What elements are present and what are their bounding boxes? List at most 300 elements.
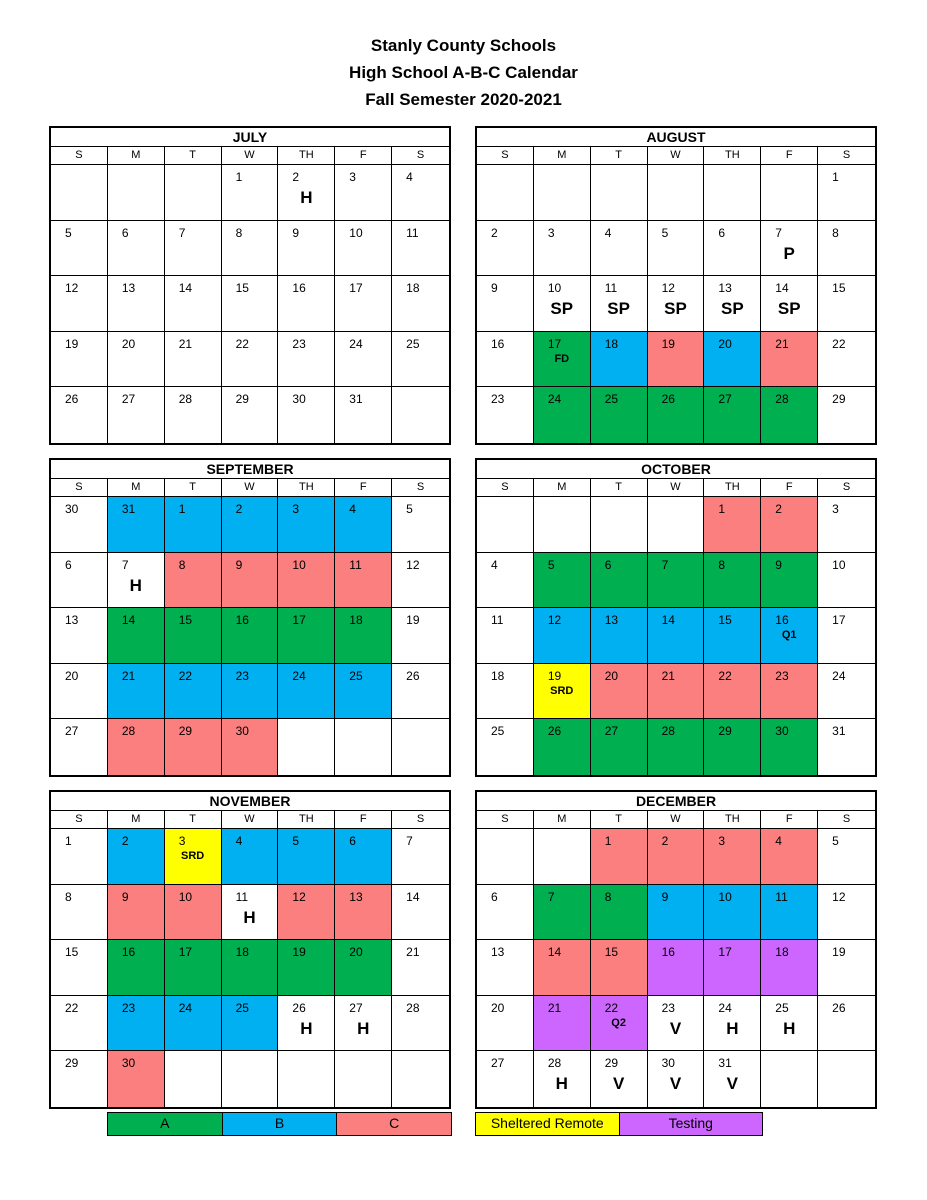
day-cell xyxy=(335,664,392,720)
day-cell xyxy=(818,387,875,443)
month-title: SEPTEMBER xyxy=(51,460,449,479)
day-number: 18 xyxy=(491,668,505,683)
day-number: 15 xyxy=(718,613,732,628)
day-number: 28 xyxy=(121,724,136,739)
day-cell xyxy=(108,719,165,775)
day-number: 27 xyxy=(604,724,619,739)
day-number: 11 xyxy=(775,889,788,904)
day-cell xyxy=(108,885,165,941)
day-number: 6 xyxy=(718,225,726,240)
day-cell xyxy=(534,996,591,1052)
day-number: 20 xyxy=(65,668,79,683)
day-number: 8 xyxy=(235,225,243,240)
day-number: 13 xyxy=(121,281,136,296)
day-cell xyxy=(818,829,875,885)
day-number: 24 xyxy=(832,668,846,683)
weekday-label: M xyxy=(108,811,165,828)
day-number: 16 xyxy=(491,336,505,351)
day-number: 4 xyxy=(406,170,413,184)
day-number: 9 xyxy=(491,281,498,296)
day-cell xyxy=(335,1051,392,1107)
day-cell xyxy=(165,608,222,664)
day-number: 10 xyxy=(547,281,562,296)
day-number: 25 xyxy=(775,1000,789,1015)
day-cell xyxy=(222,165,279,221)
day-cell xyxy=(591,719,648,775)
day-number: 28 xyxy=(406,1000,420,1015)
day-number: 14 xyxy=(121,613,136,628)
day-cell xyxy=(392,608,449,664)
day-grid xyxy=(477,497,875,775)
month-august xyxy=(475,126,877,445)
weekday-label: S xyxy=(51,811,108,828)
day-cell xyxy=(591,387,648,443)
day-cell xyxy=(335,332,392,388)
day-number: 2 xyxy=(491,225,498,240)
day-cell xyxy=(648,940,705,996)
day-cell xyxy=(278,996,335,1052)
day-cell xyxy=(278,885,335,941)
weekday-label: W xyxy=(222,811,279,828)
day-cell xyxy=(534,276,591,332)
day-number: 12 xyxy=(547,613,562,628)
day-cell xyxy=(108,497,165,553)
day-cell xyxy=(165,719,222,775)
day-cell xyxy=(278,497,335,553)
day-cell xyxy=(477,1051,534,1107)
weekday-header xyxy=(477,147,875,165)
day-cell xyxy=(392,387,449,443)
day-number: 3 xyxy=(832,502,839,516)
day-number: 25 xyxy=(349,668,363,683)
day-cell xyxy=(761,221,818,277)
day-cell xyxy=(704,497,761,553)
weekday-label: W xyxy=(222,479,279,496)
day-number: 12 xyxy=(832,889,846,904)
day-number: 9 xyxy=(121,889,129,904)
day-number: 10 xyxy=(718,889,732,904)
day-cell xyxy=(222,885,279,941)
day-number: 1 xyxy=(178,502,186,516)
day-cell xyxy=(222,829,279,885)
day-number: 24 xyxy=(547,392,562,407)
day-cell xyxy=(591,996,648,1052)
day-cell xyxy=(51,553,108,609)
day-marker: H xyxy=(129,575,142,595)
day-number: 11 xyxy=(604,281,618,296)
day-cell xyxy=(278,165,335,221)
day-number: 26 xyxy=(65,392,79,407)
day-number: 5 xyxy=(661,225,669,240)
day-marker: SP xyxy=(664,299,687,319)
day-number: 27 xyxy=(718,392,732,407)
day-number: 13 xyxy=(718,281,732,296)
day-cell xyxy=(704,885,761,941)
day-number: 21 xyxy=(121,668,136,683)
weekday-label: M xyxy=(534,479,591,496)
day-cell xyxy=(818,332,875,388)
day-number: 29 xyxy=(832,392,846,407)
day-cell xyxy=(591,940,648,996)
day-number: 24 xyxy=(349,336,363,351)
day-number: 25 xyxy=(604,392,619,407)
day-number: 28 xyxy=(547,1056,562,1071)
day-marker: H xyxy=(243,907,256,927)
day-cell xyxy=(761,664,818,720)
day-cell xyxy=(222,664,279,720)
weekday-label: S xyxy=(51,147,108,164)
weekday-label: S xyxy=(416,813,425,825)
day-number: 15 xyxy=(65,945,79,960)
weekday-label: S xyxy=(842,481,851,493)
day-number: 16 xyxy=(121,945,136,960)
day-number: 1 xyxy=(832,170,839,184)
day-cell xyxy=(222,332,279,388)
weekday-header xyxy=(51,147,449,165)
day-grid xyxy=(477,829,875,1107)
day-cell xyxy=(335,608,392,664)
day-cell xyxy=(648,276,705,332)
day-number: 29 xyxy=(604,1056,619,1071)
day-number: 6 xyxy=(491,889,498,904)
day-cell xyxy=(278,387,335,443)
day-cell xyxy=(704,940,761,996)
day-number: 9 xyxy=(235,557,243,572)
month-november xyxy=(49,790,451,1109)
day-cell xyxy=(51,996,108,1052)
day-number: 27 xyxy=(65,724,79,739)
day-number: 27 xyxy=(491,1056,505,1071)
day-cell xyxy=(704,332,761,388)
day-number: 1 xyxy=(718,502,726,516)
day-number: 8 xyxy=(178,557,186,572)
day-number: 11 xyxy=(235,889,249,904)
day-number: 9 xyxy=(775,557,782,572)
day-number: 4 xyxy=(604,225,612,240)
day-cell xyxy=(534,719,591,775)
day-grid xyxy=(51,829,449,1107)
day-cell xyxy=(591,885,648,941)
day-marker: H xyxy=(300,1018,313,1038)
weekday-label: F xyxy=(761,479,818,496)
day-cell xyxy=(222,221,279,277)
day-cell xyxy=(761,332,818,388)
day-cell xyxy=(648,829,705,885)
day-cell xyxy=(165,996,222,1052)
day-cell xyxy=(477,719,534,775)
day-cell xyxy=(392,1051,449,1107)
day-number: 14 xyxy=(406,889,420,904)
day-cell xyxy=(222,940,279,996)
day-number: 6 xyxy=(121,225,129,240)
day-cell xyxy=(392,940,449,996)
day-number: 31 xyxy=(718,1056,732,1071)
day-cell xyxy=(534,829,591,885)
day-number: 23 xyxy=(292,336,306,351)
day-number: 9 xyxy=(292,225,300,240)
day-cell xyxy=(761,553,818,609)
legend-item-sheltered-remote: Sheltered Remote xyxy=(476,1113,619,1135)
weekday-label: F xyxy=(335,811,392,828)
day-cell xyxy=(222,276,279,332)
day-cell xyxy=(392,719,449,775)
day-number: 4 xyxy=(491,557,498,572)
day-number: 26 xyxy=(406,668,420,683)
weekday-label: F xyxy=(335,147,392,164)
day-number: 3 xyxy=(292,502,300,516)
day-number: 15 xyxy=(235,281,249,296)
weekday-label: S xyxy=(477,811,534,828)
day-cell xyxy=(477,387,534,443)
day-number: 20 xyxy=(491,1000,505,1015)
weekday-label: T xyxy=(165,147,222,164)
day-cell xyxy=(165,387,222,443)
day-number: 19 xyxy=(547,668,562,683)
day-number: 25 xyxy=(491,724,505,739)
day-number: 7 xyxy=(547,889,555,904)
day-number: 29 xyxy=(235,392,249,407)
day-cell xyxy=(534,553,591,609)
day-number: 11 xyxy=(349,557,362,572)
weekday-label: F xyxy=(761,147,818,164)
day-cell xyxy=(392,996,449,1052)
day-cell xyxy=(165,829,222,885)
day-marker: V xyxy=(669,1018,682,1038)
day-cell xyxy=(591,497,648,553)
day-number: 5 xyxy=(65,225,72,240)
day-number: 23 xyxy=(235,668,249,683)
day-cell xyxy=(704,1051,761,1107)
day-cell xyxy=(108,276,165,332)
day-cell xyxy=(818,664,875,720)
day-number: 11 xyxy=(406,225,419,240)
day-number: 21 xyxy=(406,945,420,960)
day-grid xyxy=(477,165,875,443)
day-cell xyxy=(108,664,165,720)
day-number: 17 xyxy=(292,613,306,628)
day-cell xyxy=(477,497,534,553)
weekday-label: T xyxy=(165,811,222,828)
day-cell xyxy=(818,1051,875,1107)
day-cell xyxy=(477,664,534,720)
day-cell xyxy=(51,276,108,332)
day-cell xyxy=(591,221,648,277)
day-marker: SP xyxy=(777,299,801,319)
day-number: 24 xyxy=(292,668,306,683)
day-cell xyxy=(761,1051,818,1107)
day-number: 30 xyxy=(775,724,789,739)
weekday-label: W xyxy=(222,147,279,164)
weekday-label: T xyxy=(165,479,222,496)
weekday-label: S xyxy=(842,149,851,161)
day-number: 6 xyxy=(349,834,356,848)
day-cell xyxy=(761,497,818,553)
day-number: 13 xyxy=(604,613,619,628)
day-cell xyxy=(591,165,648,221)
day-number: 19 xyxy=(661,336,675,351)
day-cell xyxy=(477,829,534,885)
day-cell xyxy=(648,608,705,664)
weekday-header xyxy=(51,811,449,829)
day-cell xyxy=(648,497,705,553)
day-cell xyxy=(165,885,222,941)
day-number: 31 xyxy=(121,502,136,516)
day-cell xyxy=(222,719,279,775)
day-cell xyxy=(477,332,534,388)
day-cell xyxy=(51,165,108,221)
day-number: 20 xyxy=(121,336,136,351)
day-cell xyxy=(165,1051,222,1107)
day-number: 2 xyxy=(292,170,300,184)
day-cell xyxy=(108,165,165,221)
day-cell xyxy=(534,1051,591,1107)
day-cell xyxy=(818,608,875,664)
day-number: 3 xyxy=(178,834,186,848)
weekday-label: W xyxy=(648,147,705,164)
day-number: 29 xyxy=(65,1056,79,1071)
day-number: 3 xyxy=(349,170,356,184)
day-cell xyxy=(818,940,875,996)
day-cell xyxy=(222,553,279,609)
day-number: 26 xyxy=(547,724,562,739)
day-cell xyxy=(165,165,222,221)
day-number: 29 xyxy=(178,724,193,739)
day-number: 19 xyxy=(292,945,306,960)
day-cell xyxy=(278,553,335,609)
day-cell xyxy=(648,553,705,609)
day-marker: SP xyxy=(607,299,630,319)
day-cell xyxy=(761,387,818,443)
day-cell xyxy=(477,276,534,332)
day-cell xyxy=(278,940,335,996)
day-number: 18 xyxy=(604,336,619,351)
day-cell xyxy=(108,221,165,277)
day-cell xyxy=(335,996,392,1052)
day-cell xyxy=(51,608,108,664)
day-cell xyxy=(165,553,222,609)
day-number: 14 xyxy=(775,281,789,296)
day-cell xyxy=(818,719,875,775)
day-number: 11 xyxy=(491,613,504,628)
day-cell xyxy=(335,497,392,553)
semester-title: Fall Semester 2020-2021 xyxy=(365,90,562,109)
day-number: 20 xyxy=(718,336,732,351)
day-cell xyxy=(108,829,165,885)
day-cell xyxy=(591,332,648,388)
day-number: 6 xyxy=(65,557,72,572)
day-number: 10 xyxy=(832,557,846,572)
page-title: Stanly County Schools xyxy=(370,36,557,55)
day-number: 31 xyxy=(832,724,846,739)
day-cell xyxy=(534,664,591,720)
day-number: 9 xyxy=(661,889,669,904)
day-number: 25 xyxy=(406,336,420,351)
day-cell xyxy=(761,829,818,885)
day-cell xyxy=(108,553,165,609)
weekday-label: W xyxy=(648,811,705,828)
day-number: 17 xyxy=(178,945,193,960)
day-cell xyxy=(108,332,165,388)
day-number: 28 xyxy=(661,724,675,739)
month-title: OCTOBER xyxy=(477,460,875,479)
weekday-label: M xyxy=(534,147,591,164)
day-cell xyxy=(51,940,108,996)
day-number: 27 xyxy=(121,392,136,407)
day-number: 18 xyxy=(349,613,363,628)
day-cell xyxy=(704,165,761,221)
month-october xyxy=(475,458,877,777)
day-number: 18 xyxy=(775,945,789,960)
day-marker: FD xyxy=(554,352,570,365)
day-cell xyxy=(591,276,648,332)
day-cell xyxy=(392,497,449,553)
day-number: 8 xyxy=(832,225,839,240)
day-number: 12 xyxy=(65,281,79,296)
day-number: 2 xyxy=(121,834,129,848)
day-number: 17 xyxy=(547,336,562,351)
day-cell xyxy=(392,885,449,941)
weekday-label: S xyxy=(477,479,534,496)
legend-item-testing: Testing xyxy=(619,1113,763,1135)
day-number: 7 xyxy=(178,225,186,240)
day-number: 14 xyxy=(661,613,675,628)
day-cell xyxy=(222,608,279,664)
day-number: 13 xyxy=(349,889,363,904)
day-number: 10 xyxy=(292,557,306,572)
day-number: 19 xyxy=(406,613,420,628)
day-cell xyxy=(392,332,449,388)
day-cell xyxy=(761,996,818,1052)
day-cell xyxy=(165,221,222,277)
day-cell xyxy=(335,940,392,996)
weekday-label: T xyxy=(591,147,648,164)
day-cell xyxy=(335,276,392,332)
day-cell xyxy=(477,165,534,221)
day-cell xyxy=(704,608,761,664)
day-number: 2 xyxy=(775,502,782,516)
day-number: 2 xyxy=(235,502,243,516)
day-number: 22 xyxy=(235,336,249,351)
day-cell xyxy=(648,719,705,775)
day-marker: SRD xyxy=(181,850,205,862)
weekday-label: S xyxy=(477,147,534,164)
day-number: 23 xyxy=(491,392,505,407)
day-number: 1 xyxy=(65,834,72,848)
day-number: 28 xyxy=(178,392,193,407)
month-july xyxy=(49,126,451,445)
day-cell xyxy=(534,387,591,443)
day-number: 22 xyxy=(718,668,732,683)
day-cell xyxy=(335,165,392,221)
weekday-label: T xyxy=(591,811,648,828)
day-cell xyxy=(761,276,818,332)
weekday-label: F xyxy=(761,811,818,828)
day-number: 13 xyxy=(491,945,505,960)
month-title: AUGUST xyxy=(477,128,875,147)
day-cell xyxy=(761,940,818,996)
day-cell xyxy=(591,553,648,609)
day-number: 3 xyxy=(718,834,726,848)
day-number: 21 xyxy=(547,1000,562,1015)
day-cell xyxy=(108,608,165,664)
weekday-label: M xyxy=(534,811,591,828)
day-cell xyxy=(222,996,279,1052)
day-cell xyxy=(51,332,108,388)
day-marker: H xyxy=(300,188,313,207)
day-cell xyxy=(818,885,875,941)
day-cell xyxy=(648,221,705,277)
day-cell xyxy=(704,387,761,443)
